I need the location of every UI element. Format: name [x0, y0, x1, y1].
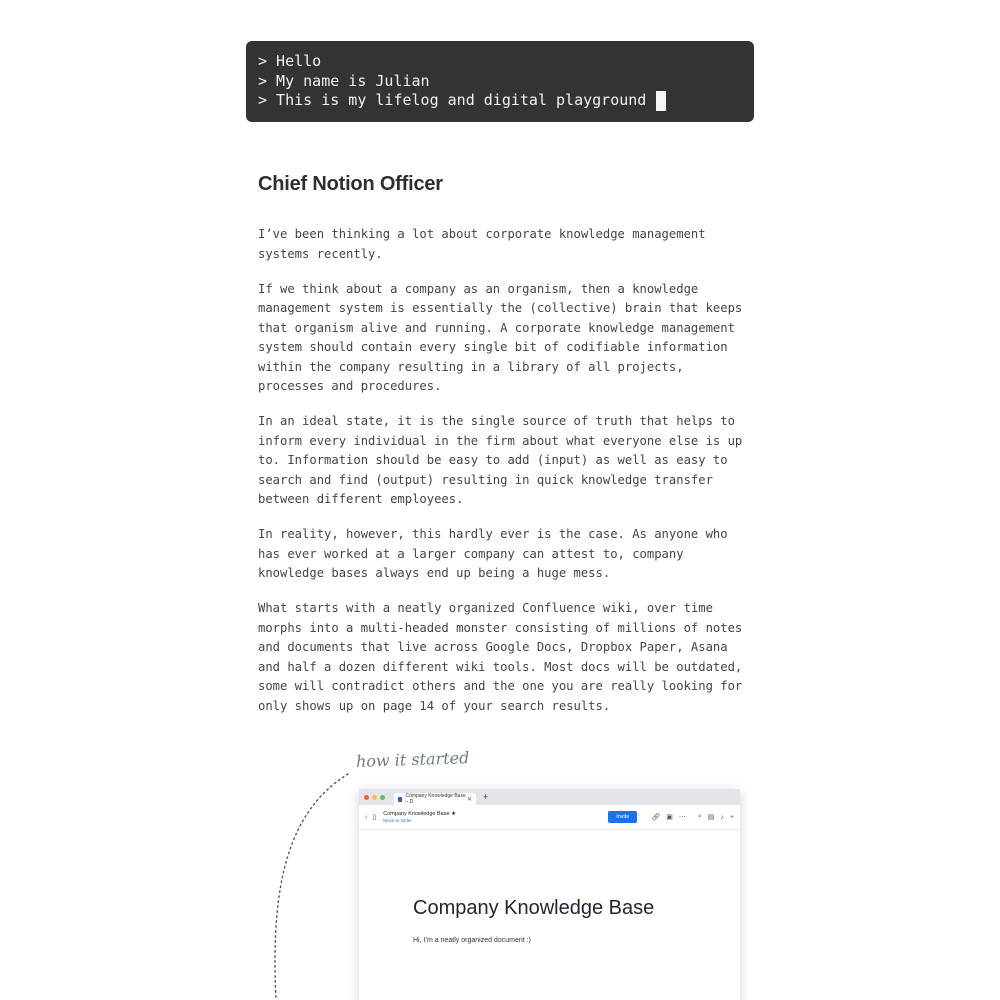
search-icon: ⌕: [697, 813, 702, 820]
sidebar-icon: ▯: [372, 814, 377, 821]
more-icon: ⋯: [678, 814, 686, 821]
terminal-cursor: [656, 91, 666, 111]
article-title: Chief Notion Officer: [258, 173, 443, 195]
back-chevron-icon: ‹: [365, 813, 368, 821]
link-icon: 🔗︎: [651, 814, 661, 821]
close-window-dot: [364, 795, 369, 800]
terminal-line: > Hello: [258, 52, 322, 70]
invite-button: Invite: [608, 811, 637, 823]
terminal-line-last: [258, 91, 742, 111]
terminal-intro: [246, 41, 754, 122]
document-name: Company Knowledge Base ★: [383, 811, 457, 817]
embedded-browser-screenshot: [359, 789, 740, 1000]
bell-icon: ♪: [720, 813, 724, 821]
article-paragraph: In an ideal state, it is the single source of truth that helps to inform every individual in the firm about what everyone else is up to. Information should be easy to add (input) as well as easy to search and find (output) resulting in quick knowledge transfer between different employees.: [258, 414, 743, 506]
present-icon: ▣: [666, 814, 673, 821]
article-paragraph: In reality, however, this hardly ever is the case. As anyone who has ever worked at a larger company can attest to, company knowledge bases always end up being a huge mess.: [258, 527, 728, 580]
minimize-window-dot: [372, 795, 377, 800]
plus-icon: +: [483, 792, 489, 802]
terminal-line-text: > This is my lifelog and digital playground: [258, 91, 647, 110]
article-paragraph: If we think about a company as an organism, then a knowledge management system is essentially the (collective) brain that keeps that organism alive and running. A corporate knowledge management system should contain every single bit of codifiable information within the company resulting in a library of all projects, processes and procedures.: [258, 281, 743, 393]
document-text: Hi, I’m a neatly organized document :): [413, 937, 531, 944]
comments-icon: ▤: [707, 814, 715, 821]
article-paragraph: I’ve been thinking a lot about corporate knowledge management systems recently.: [258, 227, 706, 261]
plus-icon: +: [729, 813, 734, 821]
terminal-line: > My name is Julian: [258, 71, 430, 90]
annotation-caption: how it started: [355, 748, 470, 771]
maximize-window-dot: [380, 795, 385, 800]
favicon-icon: [398, 797, 402, 802]
document-toolbar: [359, 805, 740, 830]
browser-tab: [394, 793, 476, 805]
article-body: [258, 225, 748, 732]
browser-tab-bar: [359, 789, 740, 805]
article-paragraph: What starts with a neatly organized Confluence wiki, over time morphs into a multi-headed monster consisting of millions of notes and documents that live across Google Docs, Dropbox Paper, Asana and half a dozen different wiki tools. Most docs will be outdated, some will contradict others and the one you are really looking for only shows up on page 14 of your search results.: [258, 601, 743, 713]
document-title: Company Knowledge Base: [413, 897, 655, 919]
dotted-curve-arrow: [260, 760, 360, 1000]
tab-label: Company Knowledge Base – D: [405, 793, 466, 805]
move-to-folder-link: Move to folder: [383, 818, 412, 823]
close-icon: ✕: [466, 796, 472, 803]
